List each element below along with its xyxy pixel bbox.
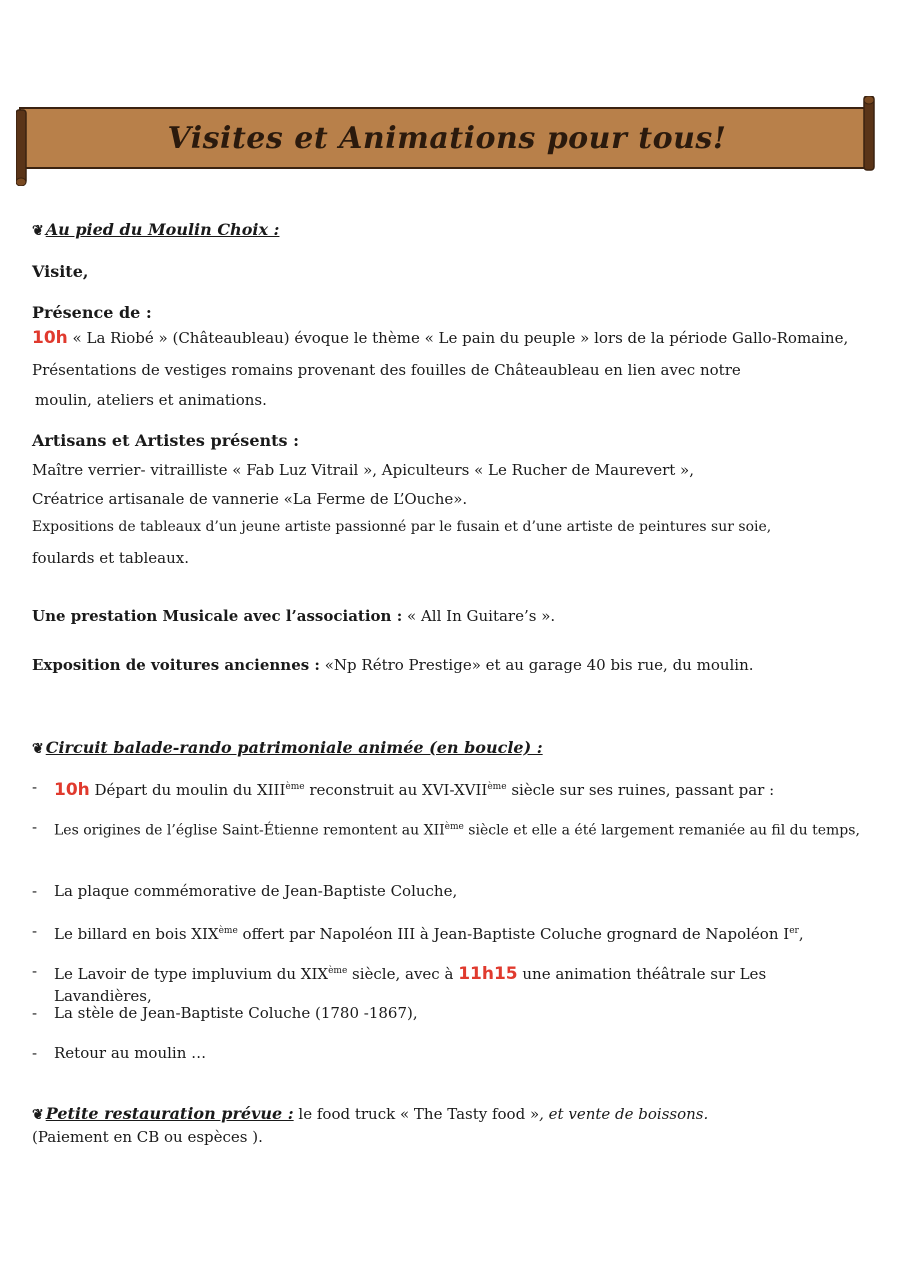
ornament-icon: ❦ xyxy=(32,1107,44,1123)
artisans-line-2: Créatrice artisanale de vannerie «La Ferme de L’Ouche». xyxy=(32,490,468,508)
payment-line: (Paiement en CB ou espèces ). xyxy=(32,1128,263,1146)
section-heading-circuit: ❦ Circuit balade-rando patrimoniale animée (en boucle) : xyxy=(32,738,543,757)
artisans-label: Artisans et Artistes présents : xyxy=(32,431,299,450)
presence-line-2: Présentations de vestiges romains provenant des fouilles de Châteaubleau en lien avec notre xyxy=(32,361,741,379)
title-banner xyxy=(16,96,878,186)
artisans-line-4: foulards et tableaux. xyxy=(32,549,189,567)
section-heading-moulin: ❦ Au pied du Moulin Choix : xyxy=(32,220,280,239)
artisans-line-3: Expositions de tableaux d’un jeune artiste passionné par le fusain et d’une artiste de peintures sur soie, xyxy=(32,519,772,535)
section-heading-restauration: ❦ Petite restauration prévue : xyxy=(32,1104,294,1123)
music-line: Une prestation Musicale avec l’association : « All In Guitare’s ». xyxy=(32,607,556,625)
visite-label: Visite, xyxy=(32,262,89,281)
cars-line: Exposition de voitures anciennes : «Np Rétro Prestige» et au garage 40 bis rue, du moulin. xyxy=(32,656,754,674)
artisans-line-1: Maître verrier- vitrailliste « Fab Luz Vitrail », Apiculteurs « Le Rucher de Maurevert », xyxy=(32,461,695,479)
restauration-line: ❦ Petite restauration prévue : le food truck « The Tasty food », et vente de boissons. xyxy=(32,1104,709,1123)
ornament-icon: ❦ xyxy=(32,223,44,239)
presence-line-3: moulin, ateliers et animations. xyxy=(35,391,267,409)
banner-title: Visites et Animations pour tous! xyxy=(167,121,727,156)
presence-line-1: 10h « La Riobé » (Châteaubleau) évoque le thème « Le pain du peuple » lors de la période Gallo-Romaine, xyxy=(32,328,849,348)
presence-label: Présence de : xyxy=(32,303,152,322)
time-label: 10h xyxy=(32,328,68,348)
circuit-list: - 10h Départ du moulin du XIIIème reconstruit au XVI-XVIIème siècle sur ses ruines, passant par : - Les origines de l’église Saint-Étienne remontent au XIIème siècle et elle a été largement remaniée au fil du temps, - La plaque commémorative de Jean-Baptiste Coluche, - Le billard en bois XIXème offert par Napoléon III à Jean-Baptiste Coluche grognard de Napoléon Ier, - Le Lavoir de type impluvium du XIXème siècle, avec à 11h15 une animation théâtrale sur Les Lavandières, - La stèle de Jean-Baptiste Coluche (1780 -1867), - Retour au moulin … xyxy=(32,778,860,1062)
ornament-icon: ❦ xyxy=(32,741,44,757)
